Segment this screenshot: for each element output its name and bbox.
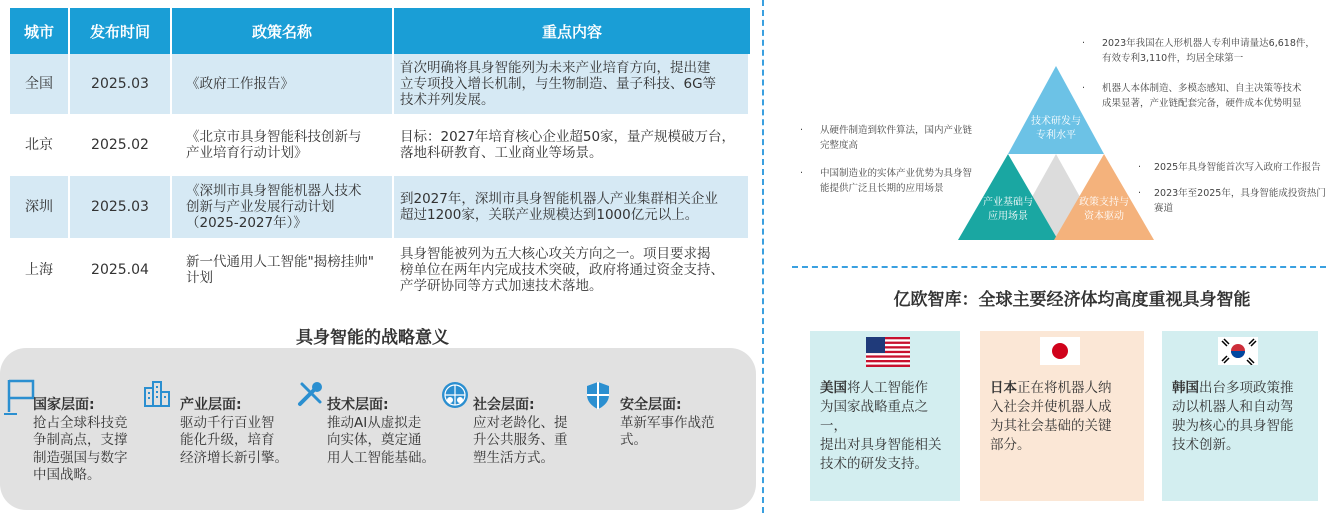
country-name: 美国 xyxy=(820,380,847,396)
strategy-line: 中国战略。 xyxy=(33,467,101,483)
cell-policy-name xyxy=(172,176,394,240)
note-line: 成果显著，产业链配套完备，硬件成本优势明显 xyxy=(1102,98,1302,109)
cell-date: 2025.04 xyxy=(70,240,172,302)
card-line: 为其社会基础的关键 xyxy=(990,418,1112,434)
cell-key-content xyxy=(394,116,750,176)
cell-policy-name xyxy=(172,240,394,302)
policy-name-line: 计划 xyxy=(186,270,213,286)
header-policy-name: 政策名称 xyxy=(172,8,394,54)
strategy-industry xyxy=(180,397,288,467)
country-name: 韩国 xyxy=(1172,380,1199,396)
strategy-line: 能化升级，培育 xyxy=(180,432,275,448)
strategy-line: 用人工智能基础。 xyxy=(327,449,435,466)
table-row xyxy=(10,54,750,116)
card-text xyxy=(820,379,952,474)
pyramid-top-label-2: 专利水平 xyxy=(1036,130,1076,141)
card-text xyxy=(1172,379,1310,455)
policy-table xyxy=(10,8,750,302)
note-line: 有效专利3,110件，均居全球第一 xyxy=(1102,53,1244,64)
card-line: 提出对具身智能相关 xyxy=(820,437,942,453)
note-line: 2023年我国在人形机器人专利申请量达6,618件， xyxy=(1102,38,1315,49)
korea-flag-icon xyxy=(1218,337,1258,365)
content-line: 榜单位在两年内完成技术突破，政府将通过资金支持、 xyxy=(400,262,724,278)
strategy-heading: 社会层面: xyxy=(473,397,535,413)
policy-name-text: 《政府工作报告》 xyxy=(186,76,294,92)
people-globe-icon xyxy=(440,380,470,410)
note-line: 完整度高 xyxy=(820,140,859,151)
card-usa xyxy=(810,331,960,501)
card-line: 出台多项政策推 xyxy=(1199,380,1294,396)
global-title: 亿欧智库：全球主要经济体均高度重视具身智能 xyxy=(893,290,1251,310)
card-line: 正在将机器人纳 xyxy=(1017,380,1112,396)
policy-name-line: 《深圳市具身智能机器人技术 xyxy=(186,183,362,199)
note-top-2: · 机器人本体制造、多模态感知、自主决策等技术 成果显著，产业链配套完备，硬件成本优势明显 xyxy=(1082,83,1302,109)
note-line: 赛道 xyxy=(1154,203,1174,214)
content-line: 到2027年，深圳市具身智能机器人产业集群相关企业 xyxy=(400,191,718,207)
cell-city: 深圳 xyxy=(10,176,70,240)
card-japan xyxy=(980,331,1144,501)
cell-key-content xyxy=(394,240,750,302)
strategy-line: 制造强国与数字 xyxy=(33,449,128,466)
cell-city: 全国 xyxy=(10,54,70,116)
policy-name-line: 产业培育行动计划》 xyxy=(186,145,308,161)
section-divider-horizontal xyxy=(792,266,1326,268)
pyramid-right-label-1: 政策支持与 xyxy=(1079,197,1129,208)
strategy-heading: 产业层面: xyxy=(180,397,242,413)
pyramid-left-label-2: 应用场景 xyxy=(988,211,1028,222)
content-line: 技术并列发展。 xyxy=(400,92,495,108)
strategy-line: 驱动千行百业智 xyxy=(180,414,275,431)
strategy-society xyxy=(473,397,568,467)
note-right-2: · 2023年至2025年，具身智能成投资热门 赛道 xyxy=(1138,188,1326,214)
tools-icon xyxy=(296,380,324,408)
card-line: 入社会并使机器人成 xyxy=(990,399,1112,415)
content-line: 产学研协同等方式加速技术落地。 xyxy=(400,278,603,294)
note-line: 机器人本体制造、多模态感知、自主决策等技术 xyxy=(1102,83,1302,94)
header-city: 城市 xyxy=(10,8,70,54)
strategy-line: 革新军事作战范 xyxy=(620,414,715,431)
policy-name-line: 《北京市具身智能科技创新与 xyxy=(186,129,362,145)
strategy-line: 向实体，奠定通 xyxy=(327,432,422,448)
note-line: 2023年至2025年，具身智能成投资热门 xyxy=(1154,188,1326,199)
cell-date: 2025.02 xyxy=(70,116,172,176)
card-korea xyxy=(1162,331,1318,501)
flag-icon xyxy=(3,378,37,416)
note-top-1: · 2023年我国在人形机器人专利申请量达6,618件， 有效专利3,110件，均居全球第一 xyxy=(1082,38,1315,64)
table-row xyxy=(10,176,750,240)
content-line: 立专项投入增长机制，与生物制造、量子科技、6G等 xyxy=(400,76,717,92)
strategy-line: 推动AI从虚拟走 xyxy=(327,414,422,431)
cell-city: 上海 xyxy=(10,240,70,302)
note-line: 2025年具身智能首次写入政府工作报告 xyxy=(1154,162,1321,173)
strategy-line: 抢占全球科技竞 xyxy=(33,414,128,431)
cell-key-content xyxy=(394,176,750,240)
strategy-technology xyxy=(327,397,435,467)
note-left-1: · 从硬件制造到软件算法，国内产业链 完整度高 xyxy=(800,125,973,151)
country-name: 日本 xyxy=(990,380,1017,396)
cell-policy-name xyxy=(172,54,394,116)
global-title-wrap xyxy=(862,285,1282,310)
pyramid-right-label-2: 资本驱动 xyxy=(1084,211,1124,222)
header-key-content: 重点内容 xyxy=(394,8,750,54)
strategy-line: 争制高点，支撑 xyxy=(33,432,128,448)
note-line: 从硬件制造到软件算法，国内产业链 xyxy=(820,125,973,136)
table-row xyxy=(10,116,750,176)
shield-icon xyxy=(585,380,611,410)
strategy-security xyxy=(620,397,715,450)
header-date: 发布时间 xyxy=(70,8,172,54)
card-line: 技术创新。 xyxy=(1172,437,1240,453)
card-line: 技术的研发支持。 xyxy=(820,456,928,472)
policy-name-line: 新一代通用人工智能"揭榜挂帅" xyxy=(186,254,374,270)
cell-policy-name xyxy=(172,116,394,176)
us-flag-icon xyxy=(866,337,910,367)
card-line: 驶为核心的具身智能 xyxy=(1172,418,1294,434)
note-right-1: · 2025年具身智能首次写入政府工作报告 xyxy=(1138,162,1321,173)
table-header-row xyxy=(10,8,750,54)
strategy-line: 塑生活方式。 xyxy=(473,449,554,466)
cell-city: 北京 xyxy=(10,116,70,176)
content-line: 落地科研教育、工业商业等场景。 xyxy=(400,145,603,161)
content-line: 首次明确将具身智能列为未来产业培育方向，提出建 xyxy=(400,60,711,76)
strategy-line: 升公共服务、重 xyxy=(473,432,568,448)
policy-name-line: 创新与产业发展行动计划 xyxy=(186,199,335,215)
strategy-national xyxy=(33,397,128,485)
note-left-2: · 中国制造业的实体产业优势为具身智 能提供广泛且长期的应用场景 xyxy=(800,168,973,194)
card-line: 动以机器人和自动驾 xyxy=(1172,399,1294,415)
strategy-line: 经济增长新引擎。 xyxy=(180,449,288,466)
strategy-title: 具身智能的战略意义 xyxy=(296,328,449,348)
table-row xyxy=(10,240,750,302)
strategy-heading: 安全层面: xyxy=(620,397,682,413)
section-divider-vertical xyxy=(762,0,764,513)
strategy-heading: 国家层面: xyxy=(33,397,95,413)
content-line: 超过1200家，关联产业规模达到1000亿元以上。 xyxy=(400,207,699,223)
strategy-line: 应对老龄化、提 xyxy=(473,414,568,431)
content-line: 目标：2027年培育核心企业超50家，量产规模破万台， xyxy=(400,129,736,145)
strategy-line: 式。 xyxy=(620,432,647,448)
cell-date: 2025.03 xyxy=(70,54,172,116)
cell-key-content xyxy=(394,54,750,116)
card-line: 部分。 xyxy=(990,437,1031,453)
strategy-heading: 技术层面: xyxy=(327,397,389,413)
note-line: 能提供广泛且长期的应用场景 xyxy=(820,183,944,194)
japan-flag-icon xyxy=(1040,337,1080,365)
policy-name-line: （2025-2027年）》 xyxy=(186,215,307,231)
pyramid-left-label-1: 产业基础与 xyxy=(983,197,1033,208)
card-line: 为国家战略重点之一， xyxy=(820,399,928,434)
content-line: 具身智能被列为五大核心攻关方向之一。项目要求揭 xyxy=(400,246,711,262)
note-line: 中国制造业的实体产业优势为具身智 xyxy=(820,168,973,179)
card-text xyxy=(990,379,1136,455)
factory-icon xyxy=(143,380,171,408)
pyramid-top-label-1: 技术研发与 xyxy=(1031,116,1081,127)
cell-date: 2025.03 xyxy=(70,176,172,240)
card-line: 将人工智能作 xyxy=(847,380,928,396)
